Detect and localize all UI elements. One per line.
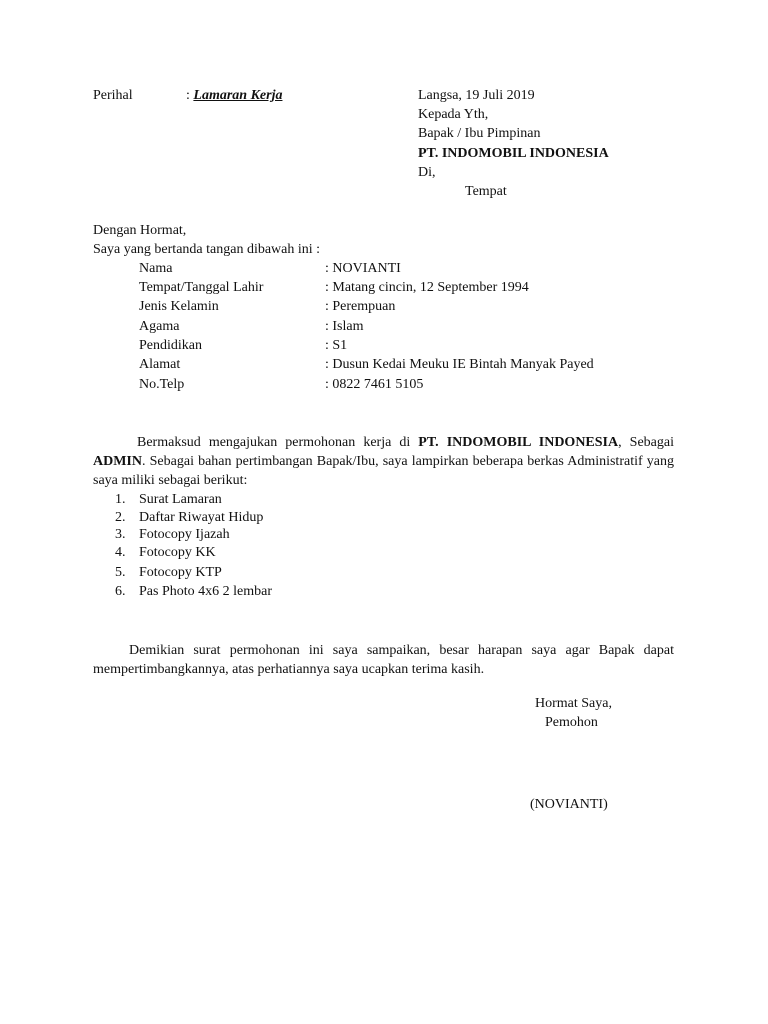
identity-value: : Matang cincin, 12 September 1994: [325, 280, 529, 295]
identity-label: Nama: [139, 261, 173, 276]
list-item: Fotocopy KTP: [139, 565, 222, 580]
recipient-title: Bapak / Ibu Pimpinan: [418, 126, 541, 141]
identity-value: : Perempuan: [325, 299, 396, 314]
perihal-line: [186, 89, 282, 103]
identity-label: Pendidikan: [139, 338, 202, 353]
identity-label: Agama: [139, 319, 180, 334]
list-item: Daftar Riwayat Hidup: [139, 510, 264, 525]
perihal-colon: :: [186, 88, 190, 103]
regards: Hormat Saya,: [535, 696, 612, 711]
identity-label: Alamat: [139, 357, 181, 372]
tempat-label: Tempat: [465, 184, 507, 199]
identity-label: Jenis Kelamin: [139, 299, 219, 314]
identity-value: : Islam: [325, 319, 364, 334]
signer-role: Pemohon: [545, 715, 598, 730]
body-text: Bermaksud mengajukan permohonan kerja di: [137, 435, 419, 450]
kepada-yth: Kepada Yth,: [418, 107, 489, 122]
list-item-number: 1.: [115, 492, 126, 507]
recipient-company: PT. INDOMOBIL INDONESIA: [418, 146, 609, 161]
identity-value: : S1: [325, 338, 348, 353]
body-paragraph: [93, 433, 674, 490]
closing-paragraph: [93, 641, 674, 679]
identity-value: : 0822 7461 5105: [325, 377, 424, 392]
perihal-label: Perihal: [93, 88, 133, 103]
list-item-number: 3.: [115, 527, 126, 542]
identity-value: : NOVIANTI: [325, 261, 401, 276]
list-item: Fotocopy Ijazah: [139, 527, 230, 542]
body-position: ADMIN: [93, 454, 142, 469]
list-item-number: 2.: [115, 510, 126, 525]
place-date: Langsa, 19 Juli 2019: [418, 88, 535, 103]
identity-value: : Dusun Kedai Meuku IE Bintah Manyak Payed: [325, 357, 594, 372]
list-item: Surat Lamaran: [139, 492, 222, 507]
list-item: Fotocopy KK: [139, 545, 216, 560]
body-text: . Sebagai bahan pertimbangan Bapak/Ibu, saya lampirkan beberapa berkas Administratif yang saya miliki sebagai berikut:: [93, 454, 674, 488]
body-company: PT. INDOMOBIL INDONESIA: [418, 435, 619, 450]
di-label: Di,: [418, 165, 436, 180]
list-item-number: 6.: [115, 584, 126, 599]
body-text: , Sebagai: [618, 435, 674, 450]
list-item: Pas Photo 4x6 2 lembar: [139, 584, 272, 599]
signer-name: (NOVIANTI): [530, 797, 608, 812]
list-item-number: 5.: [115, 565, 126, 580]
identity-label: No.Telp: [139, 377, 185, 392]
list-item-number: 4.: [115, 545, 126, 560]
subject: Lamaran Kerja: [193, 88, 283, 103]
greeting: Dengan Hormat,: [93, 223, 187, 238]
intro-line: Saya yang bertanda tangan dibawah ini :: [93, 242, 321, 257]
closing-text: Demikian surat permohonan ini saya sampaikan, besar harapan saya agar Bapak dapat mempertimbangkannya, atas perhatiannya saya ucapkan terima kasih.: [93, 643, 674, 677]
identity-label: Tempat/Tanggal Lahir: [139, 280, 264, 295]
